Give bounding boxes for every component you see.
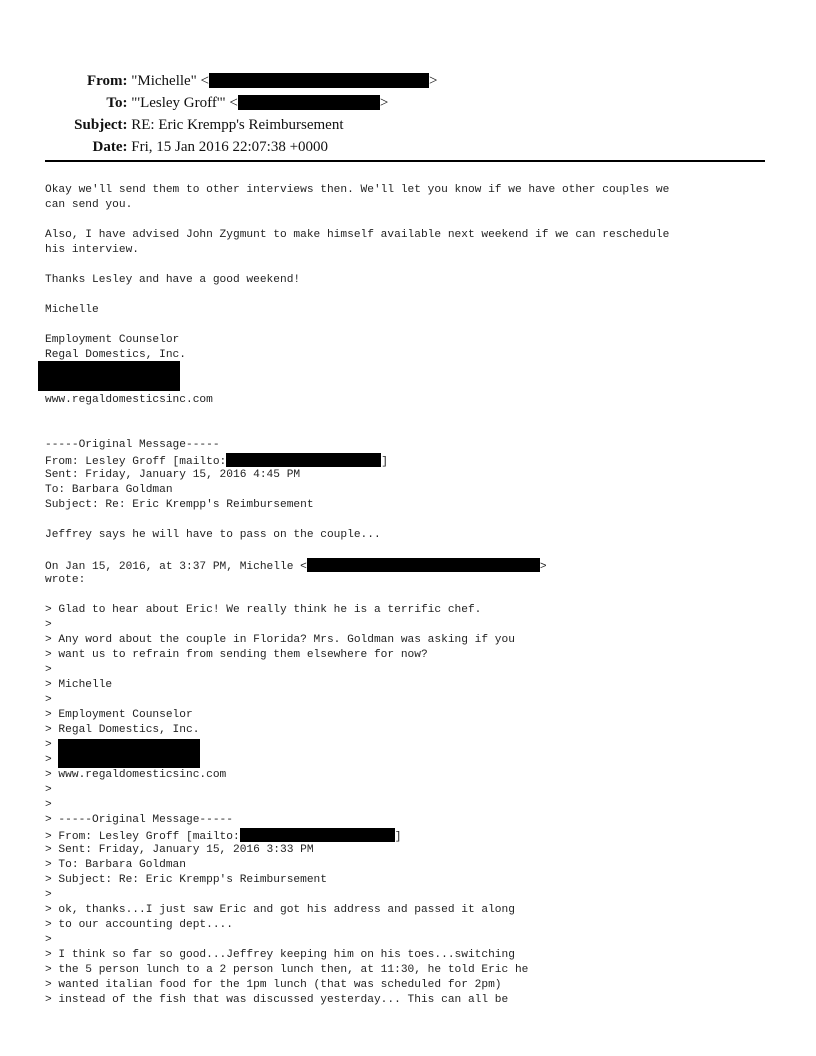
body-line: Also, I have advised John Zygmunt to make himself available next weekend if we can reschedule <box>45 229 670 241</box>
body-line: his interview. <box>45 244 139 256</box>
signature-title: Employment Counselor <box>45 334 180 346</box>
quoted-line: > want us to refrain from sending them elsewhere for now? <box>45 649 428 661</box>
quoted-line: > -----Original Message----- <box>45 814 233 826</box>
body-line: Thanks Lesley and have a good weekend! <box>45 274 301 286</box>
original-to: To: Barbara Goldman <box>45 484 173 496</box>
from-label: From: <box>86 73 128 89</box>
quoted-line: > <box>45 664 52 676</box>
quoted-line: > From: Lesley Groff [mailto: ] <box>45 828 401 845</box>
reply-attribution: On Jan 15, 2016, at 3:37 PM, Michelle < > <box>45 558 547 575</box>
quoted-line: > <box>45 889 52 901</box>
quoted-line: > wanted italian food for the 1pm lunch (that was scheduled for 2pm) <box>45 979 502 991</box>
redaction-block <box>240 828 395 842</box>
quoted-line: > <box>45 934 52 946</box>
original-sent: Sent: Friday, January 15, 2016 4:45 PM <box>45 469 301 481</box>
quoted-line: > <box>45 754 52 766</box>
body-line: Okay we'll send them to other interviews then. We'll let you know if we have other couples we <box>45 184 670 196</box>
redaction-block <box>226 453 381 467</box>
to-label: To: <box>106 95 128 111</box>
body-line: Jeffrey says he will have to pass on the couple... <box>45 529 381 541</box>
original-from: From: Lesley Groff [mailto: ] <box>45 453 388 470</box>
quoted-line: > ok, thanks...I just saw Eric and got his address and passed it along <box>45 904 515 916</box>
quoted-line: > www.regaldomesticsinc.com <box>45 769 227 781</box>
quoted-line: > Glad to hear about Eric! We really think he is a terrific chef. <box>45 604 482 616</box>
original-message-separator: -----Original Message----- <box>45 439 220 451</box>
date-value: Fri, 15 Jan 2016 22:07:38 +0000 <box>131 139 329 155</box>
date-label: Date: <box>92 139 128 155</box>
signature-name: Michelle <box>45 304 99 316</box>
reply-attribution-wrote: wrote: <box>45 574 86 586</box>
quoted-line: > <box>45 739 52 751</box>
original-subject: Subject: Re: Eric Krempp's Reimbursement <box>45 499 314 511</box>
quoted-line: > Michelle <box>45 679 113 691</box>
quoted-line: > Regal Domestics, Inc. <box>45 724 200 736</box>
quoted-line: > <box>45 694 52 706</box>
quoted-line: > I think so far so good...Jeffrey keeping him on his toes...switching <box>45 949 515 961</box>
redaction-block <box>307 558 540 572</box>
quoted-line: > Sent: Friday, January 15, 2016 3:33 PM <box>45 844 314 856</box>
redaction-block <box>58 739 200 768</box>
from-close: > <box>429 73 438 89</box>
header-divider <box>45 160 765 162</box>
redaction-block <box>38 361 180 391</box>
signature-company: Regal Domestics, Inc. <box>45 349 186 361</box>
quoted-line: > to our accounting dept.... <box>45 919 233 931</box>
to-value: "'Lesley Groff'" < <box>131 95 238 111</box>
quoted-line: > the 5 person lunch to a 2 person lunch then, at 11:30, he told Eric he <box>45 964 529 976</box>
date-row <box>0 120 328 156</box>
signature-url: www.regaldomesticsinc.com <box>45 394 213 406</box>
quoted-line: > Employment Counselor <box>45 709 193 721</box>
quoted-line: > <box>45 619 52 631</box>
quoted-line: > <box>45 784 52 796</box>
to-close: > <box>379 95 389 111</box>
quoted-line: > instead of the fish that was discussed yesterday... This can all be <box>45 994 509 1006</box>
quoted-line: > <box>45 799 52 811</box>
subject-value: RE: Eric Krempp's Reimbursement <box>131 117 344 133</box>
from-value: "Michelle" < <box>131 73 210 89</box>
quoted-line: > Any word about the couple in Florida? Mrs. Goldman was asking if you <box>45 634 515 646</box>
quoted-line: > Subject: Re: Eric Krempp's Reimbursement <box>45 874 327 886</box>
subject-label: Subject: <box>74 117 128 133</box>
body-line: can send you. <box>45 199 133 211</box>
quoted-line: > To: Barbara Goldman <box>45 859 186 871</box>
